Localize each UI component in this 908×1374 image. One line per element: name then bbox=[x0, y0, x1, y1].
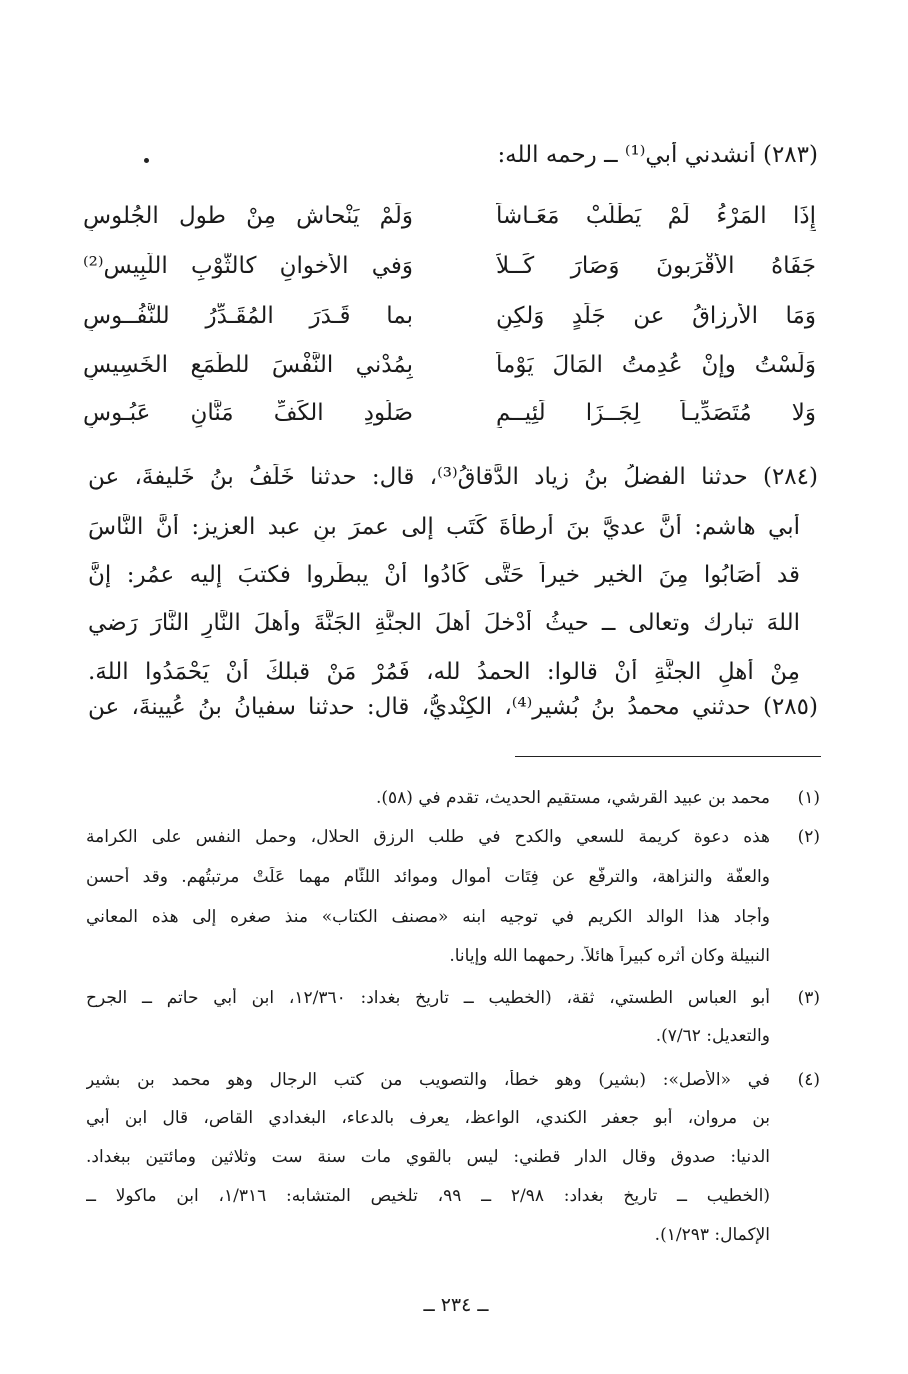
footnote-3-line-1: أبو العباس الطستي، ثقة، (الخطيب ــ تاريخ بغداد: ١٢/٣٦٠، ابن أبي حاتم ــ الجرح bbox=[86, 988, 770, 1008]
verse-3-first-hemistich: وَمَا الأَرزاقُ عن جَلَدٍ وَلكِنِ bbox=[496, 303, 816, 329]
footnote-1-number: (١) bbox=[797, 788, 820, 808]
page-number: ــ ٢٣٤ ــ bbox=[423, 1294, 489, 1316]
footnote-separator bbox=[515, 756, 821, 757]
verse-4-first-hemistich: وَلَسْتُ وإنْ عُدِمتُ المَالَ يَوْماً bbox=[496, 352, 816, 378]
verse-2-second-hemistich: وَفي الأخوانِ كالثَّوْبِ اللَّبِيس⁽²⁾ bbox=[83, 253, 413, 279]
footnote-4-line-1: في «الأصل»: (بشير) وهو خطأ، والتصويب من كتب الرجال وهو محمد بن بشير bbox=[86, 1070, 770, 1090]
verse-4-second-hemistich: بِمُدْني النَّفْسَ للطَّمَعِ الخَسِيسِ bbox=[83, 352, 413, 378]
footnote-2-number: (٢) bbox=[797, 827, 820, 847]
footnote-3-line-2: والتعديل: ٧/٦٢). bbox=[655, 1026, 770, 1046]
footnote-1-line-1: محمد بن عبيد القرشي، مستقيم الحديث، تقدم في (٥٨). bbox=[375, 788, 770, 808]
verse-5-first-hemistich: وَلا مُتَصَدِّيـاً لِجَــزَا لَئِيــمٍ bbox=[496, 400, 816, 426]
entry-283-heading: (٢٨٣) أنشدني أبي⁽¹⁾ ــ رحمه الله: bbox=[497, 142, 818, 168]
entry-284-line-2: أبي هاشم: أنَّ عديَّ بنَ أرطأةَ كَتَب إلى عمرَ بنِ عبد العزيز: أنَّ النَّاسَ bbox=[88, 514, 800, 540]
footnote-4-line-5: الإكمال: ١/٢٩٣). bbox=[654, 1225, 770, 1245]
verse-1-first-hemistich: إِذَا المَرْءُ لَمْ يَطْلُبْ مَعَـاشاً bbox=[496, 203, 816, 229]
footnote-3-number: (٣) bbox=[797, 988, 820, 1008]
entry-284-line-5: مِنْ أهلِ الجنَّةِ أنْ قالوا: الحمدُ لله، فَمُرْ مَنْ قبلكَ أنْ يَحْمَدُوا اللهَ. bbox=[88, 659, 800, 685]
verse-3-second-hemistich: بما قَـدَرَ المُقَـدِّرُ للنُّفُــوسِ bbox=[83, 303, 413, 329]
entry-284-line-1: (٢٨٤) حدثنا الفضلُ بنُ زياد الدَّقاقُ⁽³⁾، قال: حدثنا خَلَفُ بنُ خَليفةَ، عن bbox=[88, 464, 818, 490]
footnote-2-line-4: النبيلة وكان أثره كبيراً هائلاً. رحمهما الله وإيانا. bbox=[449, 946, 770, 966]
entry-285-line-1: (٢٨٥) حدثني محمدُ بنُ بُشير⁽⁴⁾، الكِنْديُّ، قال: حدثنا سفيانُ بنُ عُيينةَ، عن bbox=[88, 694, 818, 720]
footnote-4-number: (٤) bbox=[797, 1070, 820, 1090]
footnote-2-line-2: والعفّة والنزاهة، والترفّع عن فِتَات أموال وموائد اللئَّام مهما عَلَتْ مرتبتُهم. وقد أحسن bbox=[86, 867, 770, 887]
entry-284-line-4: اللهَ تبارك وتعالى ــ حيثُ أدْخلَ أهلَ الجنَّةِ الجَنَّةَ وأهلَ النَّارِ النَّارَ رَضي bbox=[88, 610, 800, 636]
footnote-4-line-2: بن مروان، أبو جعفر الكندي، الواعظ، يعرف بالدعاء، البغدادي القاص، قال ابن أبي bbox=[86, 1108, 770, 1128]
verse-2-first-hemistich: جَفَاهُ الأَقْرَبونَ وَصَارَ كَــلاً bbox=[496, 253, 816, 279]
footnote-4-line-4: (الخطيب ــ تاريخ بغداد: ٢/٩٨ ــ ٩٩، تلخيص المتشابه: ١/٣١٦، ابن ماكولا ــ bbox=[86, 1186, 770, 1206]
entry-284-line-3: قد أصَابُوا مِنَ الخير خيراً حَتَّى كَادُوا أنْ يبطَروا فكتبَ إليه عمُر: إنَّ bbox=[88, 562, 800, 588]
footnote-2-line-3: وأجاد هذا الوالد الكريم في توجيه ابنه «مصنف الكتاب» منذ صغره إلى هذه المعاني bbox=[86, 907, 770, 927]
footnote-4-line-3: الدنيا: صدوق وقال الدار قطني: ليس بالقوي مات سنة ست وثلاثين ومائتين ببغداد. bbox=[86, 1147, 770, 1167]
verse-5-second-hemistich: صَلُودِ الكَفِّ مَنَّانٍ عَبُـوسِ bbox=[83, 400, 413, 426]
verse-1-second-hemistich: وَلَمْ يَنْحاش مِنْ طول الجُلوسِ bbox=[83, 203, 413, 229]
footnote-2-line-1: هذه دعوة كريمة للسعي والكدح في طلب الرزق الحلال، وحمل النفس على الكرامة bbox=[86, 827, 770, 847]
